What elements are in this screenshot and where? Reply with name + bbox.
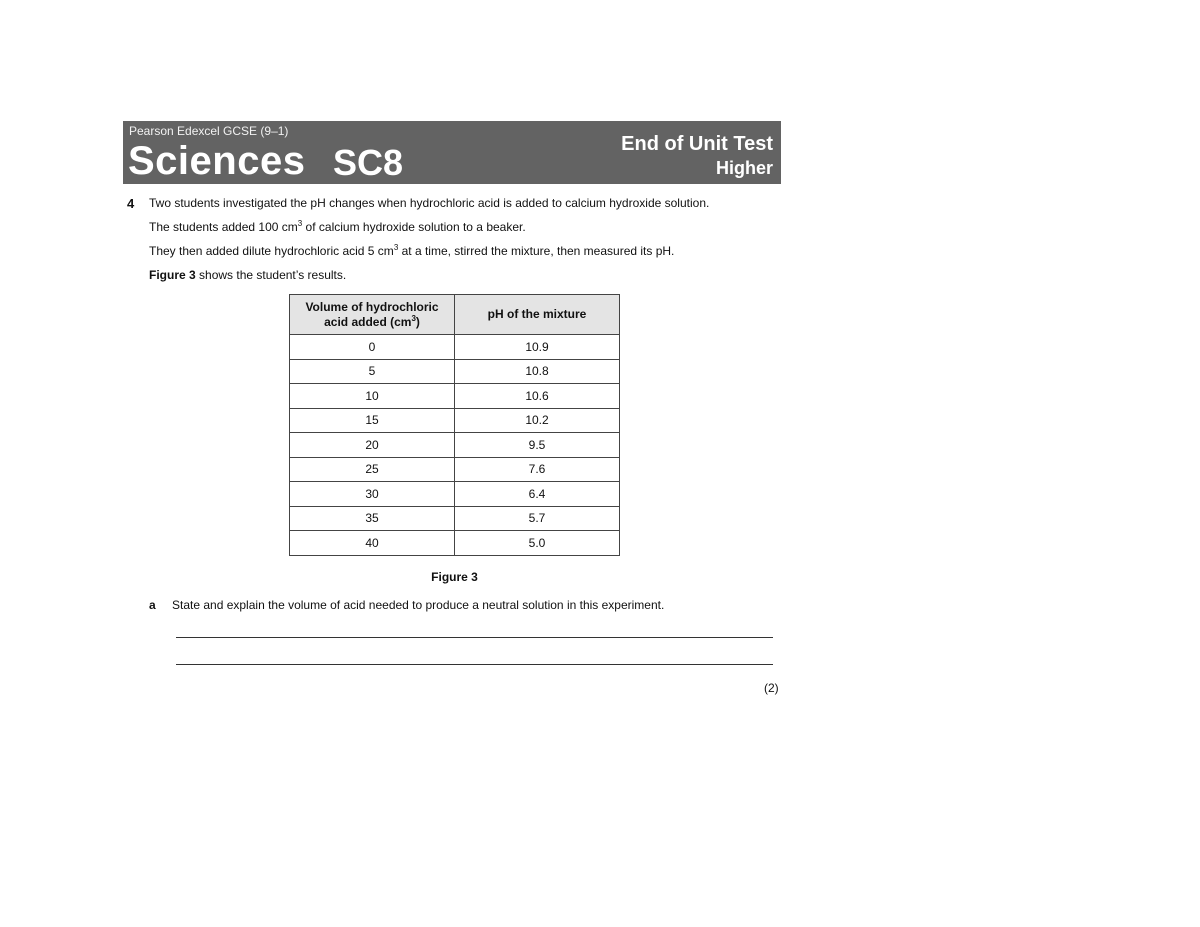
volume-cell: 30 [290,482,455,507]
question-text-line-1: Two students investigated the pH changes when hydrochloric acid is added to calcium hydroxide solution. [149,196,710,210]
volume-cell: 35 [290,506,455,531]
ph-cell: 10.8 [455,359,620,384]
marks-label: (2) [764,681,779,695]
table-row [290,482,620,507]
answer-line[interactable] [176,664,773,665]
volume-cell: 0 [290,335,455,360]
question-text-line-4: Figure 3 shows the student’s results. [149,268,347,282]
table-header-row [290,295,620,335]
header-banner [123,121,781,184]
question-text-line-3: They then added dilute hydrochloric acid 5 $cm^3$ at a time, stirred the mixture, then measured its pH. [149,243,675,258]
part-question-text: State and explain the volume of acid needed to produce a neutral solution in this experiment. [172,598,665,612]
table-row [290,408,620,433]
volume-cell: 25 [290,457,455,482]
brand-title: Sciences [128,139,306,183]
table-row [290,506,620,531]
test-title: End of Unit Test [621,133,773,155]
volume-cell: 20 [290,433,455,458]
question-text-line-2: The students added 100 $cm^3$ of calcium hydroxide solution to a beaker. [149,219,526,234]
part-label: a [149,598,156,612]
ph-cell: 10.6 [455,384,620,409]
figure-caption: Figure 3 [431,570,478,584]
ph-cell: 5.0 [455,531,620,556]
results-table [289,294,620,556]
column-header-ph: pH of the mixture [455,295,620,335]
answer-line[interactable] [176,637,773,638]
ph-cell: 10.2 [455,408,620,433]
question-number: 4 [127,196,135,211]
column-header-volume: Volume of hydrochloric acid added $(cm^3)$ [290,295,455,335]
ph-cell: 7.6 [455,457,620,482]
ph-cell: 5.7 [455,506,620,531]
volume-cell: 10 [290,384,455,409]
ph-cell: 9.5 [455,433,620,458]
table-row [290,335,620,360]
volume-cell: 5 [290,359,455,384]
table-row [290,384,620,409]
volume-cell: 40 [290,531,455,556]
tier-label: Higher [715,158,773,178]
table-body [290,335,620,556]
table-row [290,531,620,556]
table-row [290,359,620,384]
series-label: Pearson Edexcel GCSE (9–1) [129,124,289,138]
table-row [290,433,620,458]
unit-code: SC8 [333,142,404,183]
volume-cell: 15 [290,408,455,433]
ph-cell: 10.9 [455,335,620,360]
ph-cell: 6.4 [455,482,620,507]
table-row [290,457,620,482]
